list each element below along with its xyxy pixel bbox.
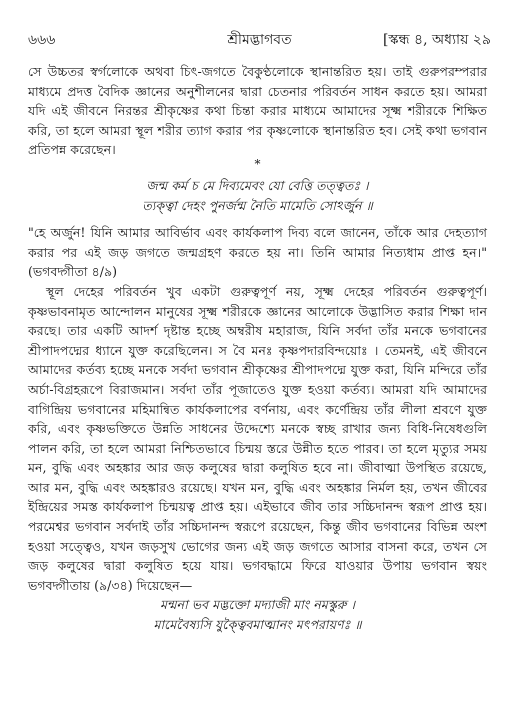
asterisk-mark: * (254, 156, 261, 171)
verse-1-line-2: ত্যক্ত্বা দেহং পুনর্জন্ম নৈতি মামেতি সোঽর্জুন ॥ (142, 197, 373, 213)
verse-1-line-1: জন্ম কর্ম চ মে দিব্যমেবং যো বেত্তি তত্ত্বতঃ । (146, 177, 369, 193)
paragraph-purport: স্থূল দেহের পরিবর্তন খুব একটা গুরুত্বপূর্ণ নয়, সূক্ষ্ম দেহের পরিবর্তন গুরুত্বপূর্ণ। কৃষ্ণভাবনামৃত আন্দোলন মানুষের সূক্ষ্ম শরীরকে জ্ঞানের আলোকে উদ্ভাসিত করার শিক্ষা দান করছে। তার একটি আদর্শ দৃষ্টান্ত হচ্ছে অম্বরীষ মহারাজ, যিনি সর্বদা তাঁর মনকে ভগবানের শ্রীপাদপদ্মের ধ্যানে যুক্ত করেছিলেন। স বৈ মনঃ কৃষ্ণপদারবিন্দয়োঃ । তেমনই, এই জীবনে আমাদের কর্তব্য হচ্ছে মনকে সর্বদা ভগবান শ্রীকৃষ্ণের শ্রীপাদপদ্মে যুক্ত করা, যিনি মন্দিরে তাঁর অর্চা-বিগ্রহরূপে বিরাজমান। সর্বদা তাঁর পূজাতেও যুক্ত হওয়া কর্তব্য। আমরা যদি আমাদের বাগিন্দ্রিয় ভগবানের মহিমান্বিত কার্যকলাপের বর্ণনায়, এবং কর্ণেন্দ্রিয় তাঁর লীলা শ্রবণে যুক্ত করি, এবং কৃষ্ণভক্তিতে উন্নতি সাধনের উদ্দেশ্যে মনকে স্বচ্ছ রাখার জন্য বিধি-নিষেধগুলি পালন করি, তা হলে আমরা নিশ্চিতভাবে চিন্ময় স্তরে উন্নীত হতে পারব। তা হলে মৃত্যুর সময় মন, বুদ্ধি এবং অহঙ্কার আর জড় কলুষের দ্বারা কলুষিত হবে না। জীবাত্মা উপস্থিত রয়েছে, আর মন, বুদ্ধি এবং অহঙ্কারও রয়েছে। যখন মন, বুদ্ধি এবং অহঙ্কার নির্মল হয়, তখন জীবের ইন্দ্রিয়ের সমস্ত কার্যকলাপ চিন্ময়ত্ব প্রাপ্ত হয়। এইভাবে জীব তার সচ্চিদানন্দ স্বরূপ প্রাপ্ত হয়। পরমেশ্বর ভগবান সর্বদাই তাঁর সচ্চিদানন্দ স্বরূপে রয়েছেন, কিন্তু জীব ভগবানের বিভিন্ন অংশ হওয়া সত্ত্বেও, যখন জড়সুখ ভোগের জন্য এই জড় জগতে আসার বাসনা করে, তখন সে জড় কলুষের দ্বারা কলুষিত হয়ে যায়। ভগবদ্ধামে ফিরে যাওয়ার উপায় ভগবান স্বয়ং ভগবদ্গীতায় (৯/৩৪) দিয়েছেন— (28, 283, 487, 593)
verse-2-line-2: মামেবৈষ্যসি যুক্ত্বৈবমাত্মানং মৎপরায়ণঃ ॥ (153, 617, 362, 633)
paragraph-translation: "হে অর্জুন! যিনি আমার আবির্ভাব এবং কার্যকলাপ দিব্য বলে জানেন, তাঁকে আর দেহত্যাগ করার পর এই জড় জগতে জন্মগ্রহণ করতে হয় না। তিনি আমার নিত্যধাম প্রাপ্ত হন।" (ভগবদ্গীতা ৪/৯) (28, 225, 487, 280)
page-number: ৬৬৬ (28, 32, 56, 48)
paragraph-1: সে উচ্চতর স্বর্গলোকে অথবা চিৎ-জগতে বৈকুণ্ঠলোকে স্থানান্তরিত হয়। তাই গুরুপরম্পরার মাধ্যমে প্রদত্ত বৈদিক জ্ঞানের অনুশীলনের দ্বারা চেতনার পরিবর্তন সাধন করতে হয়। আমরা যদি এই জীবনে নিরন্তর শ্রীকৃষ্ণের কথা চিন্তা করার মাধ্যমে আমাদের সূক্ষ্ম শরীরকে শিক্ষিত করি, তা হলে আমরা স্থূল শরীর ত্যাগ করার পর কৃষ্ণলোকে স্থানান্তরিত হব। সেই কথা ভগবান প্রতিপন্ন করেছেন। (28, 64, 487, 158)
verse-block-1 (28, 176, 487, 215)
book-title: শ্রীমদ্ভাগবত (227, 32, 292, 48)
section-reference: [স্কন্ধ ৪, অধ্যায় ২৯ (382, 32, 491, 48)
page-header (28, 28, 491, 50)
verse-2-line-1: মন্মনা ভব মদ্ভক্তো মদ্যাজী মাং নমস্কুরু । (160, 597, 355, 613)
page-body (28, 62, 487, 635)
